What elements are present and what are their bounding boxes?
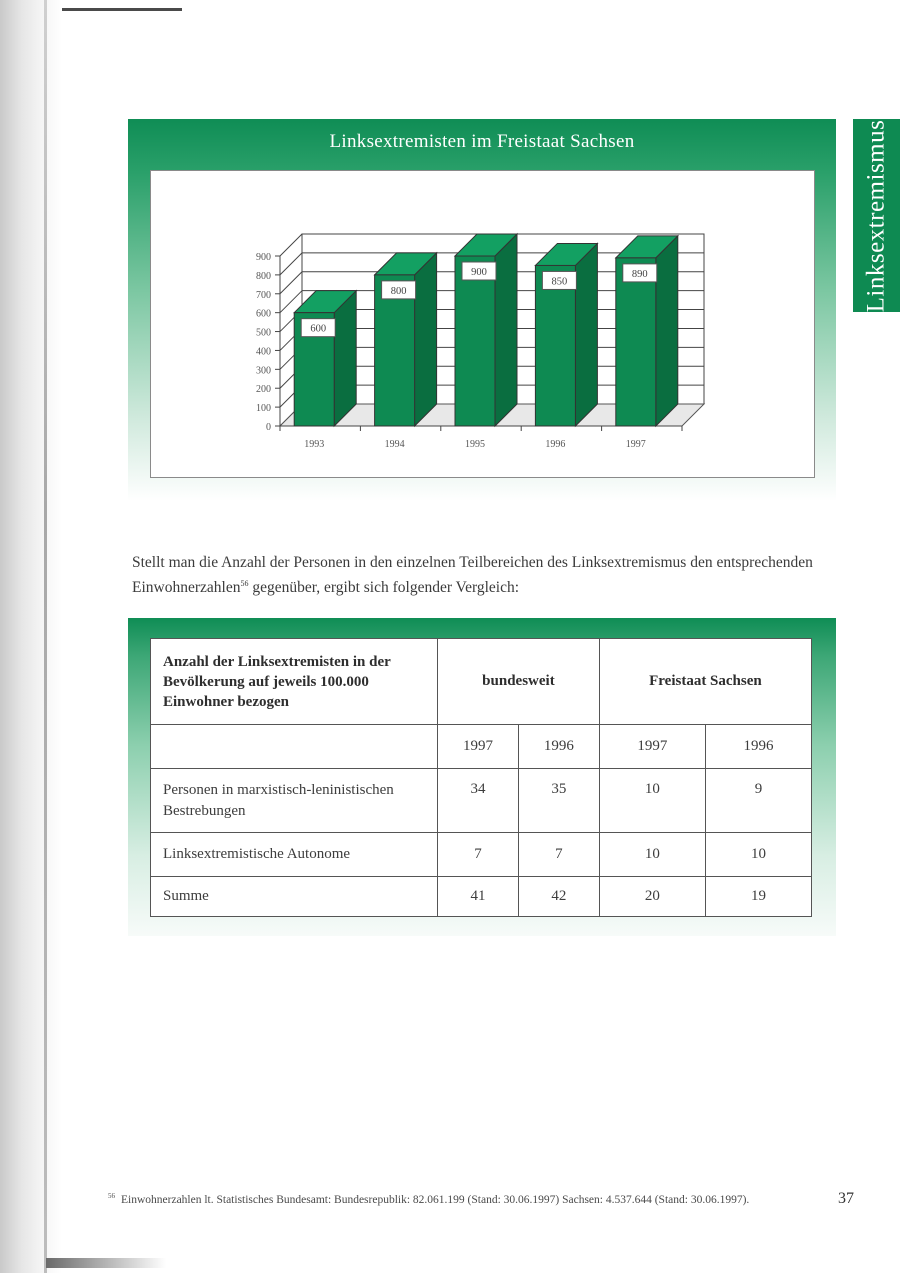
table-cell: 34: [438, 769, 519, 833]
gridline-side: [280, 272, 302, 294]
y-tick-label: 0: [266, 422, 271, 433]
data-label: 600: [310, 323, 327, 335]
year-row-blank: [151, 725, 438, 769]
table-cell: 9: [705, 769, 811, 833]
table-cell: 7: [438, 833, 519, 877]
table-cell: 10: [599, 769, 705, 833]
bar-side: [656, 236, 678, 426]
data-label: 800: [390, 285, 407, 297]
top-rule: [62, 8, 182, 11]
bar-side: [334, 291, 356, 426]
x-tick-label: 1997: [625, 439, 646, 450]
bar-side: [495, 234, 517, 426]
bar-side: [415, 253, 437, 426]
gridline-side: [280, 234, 302, 256]
table-row: [151, 769, 812, 833]
footnote-text: Einwohnerzahlen lt. Statistisches Bundesamt: Bundesrepublik: 82.061.199 (Stand: 30.06.1997) Sachsen: 4.537.644 (Stand: 30.06.1997).: [121, 1193, 750, 1206]
y-tick-label: 800: [256, 270, 271, 282]
table-cell: 7: [518, 833, 599, 877]
row-label: Summe: [151, 877, 438, 917]
table-cell: 10: [599, 833, 705, 877]
table-cell: 19: [705, 877, 811, 917]
binding-edge: [44, 0, 47, 1273]
footnote-reference: 56: [240, 579, 249, 588]
table-header-label: Anzahl der Linksextremisten in der Bevölkerung auf jeweils 100.000 Einwohner bezogen: [151, 639, 438, 725]
table-row: [151, 833, 812, 877]
table-cell: 10: [705, 833, 811, 877]
year-header: 1997: [438, 725, 519, 769]
x-tick-label: 1994: [384, 439, 405, 450]
table-year-row: [151, 725, 812, 769]
bar-side: [575, 243, 597, 426]
year-header: 1996: [518, 725, 599, 769]
y-tick-label: 300: [256, 365, 271, 377]
section-side-tab: [853, 119, 900, 312]
table-header-row: [151, 639, 812, 725]
bar: [616, 258, 656, 426]
data-label: 900: [471, 267, 487, 278]
y-tick-label: 900: [256, 252, 271, 263]
gridline-side: [280, 253, 302, 275]
chart-title: Linksextremisten im Freistaat Sachsen: [329, 131, 635, 152]
page-number: 37: [838, 1190, 854, 1207]
y-tick-label: 500: [256, 327, 271, 339]
y-tick-label: 700: [256, 289, 271, 301]
footnote-number: 56: [108, 1192, 115, 1200]
group-header-bundesweit: bundesweit: [438, 639, 600, 725]
bottom-shadow: [46, 1258, 166, 1268]
x-tick-label: 1995: [465, 439, 485, 450]
y-tick-label: 600: [256, 308, 271, 320]
side-tab-label: Linksextremismus: [862, 119, 890, 312]
x-tick-label: 1993: [304, 439, 325, 450]
table-cell: 20: [599, 877, 705, 917]
group-header-sachsen: Freistaat Sachsen: [599, 639, 811, 725]
y-tick-label: 200: [256, 384, 271, 396]
bar-chart: [150, 170, 815, 478]
row-label: Linksextremistische Autonome: [151, 833, 438, 877]
y-tick-label: 400: [256, 346, 271, 358]
bar: [455, 256, 495, 426]
binding-shadow: [0, 0, 62, 1273]
table-cell: 35: [518, 769, 599, 833]
year-header: 1997: [599, 725, 705, 769]
data-label: 850: [551, 276, 568, 288]
intro-paragraph: [132, 552, 832, 598]
year-header: 1996: [705, 725, 811, 769]
footnote: [108, 1192, 749, 1206]
y-tick-label: 100: [256, 403, 271, 415]
table-row-sum: [151, 877, 812, 917]
paragraph-text-after: gegenüber, ergibt sich folgender Vergleich:: [248, 579, 520, 597]
x-tick-label: 1996: [545, 439, 566, 450]
row-label: Personen in marxistisch-leninistischen Bestrebungen: [151, 769, 438, 833]
paragraph-text-before: Stellt man die Anzahl der Personen in den einzelnen Teilbereichen des Linksextremismus den entsprechenden Einwohnerzahlen: [132, 554, 813, 597]
table-cell: 42: [518, 877, 599, 917]
data-label: 890: [631, 268, 648, 280]
comparison-table: [150, 638, 812, 917]
table-cell: 41: [438, 877, 519, 917]
